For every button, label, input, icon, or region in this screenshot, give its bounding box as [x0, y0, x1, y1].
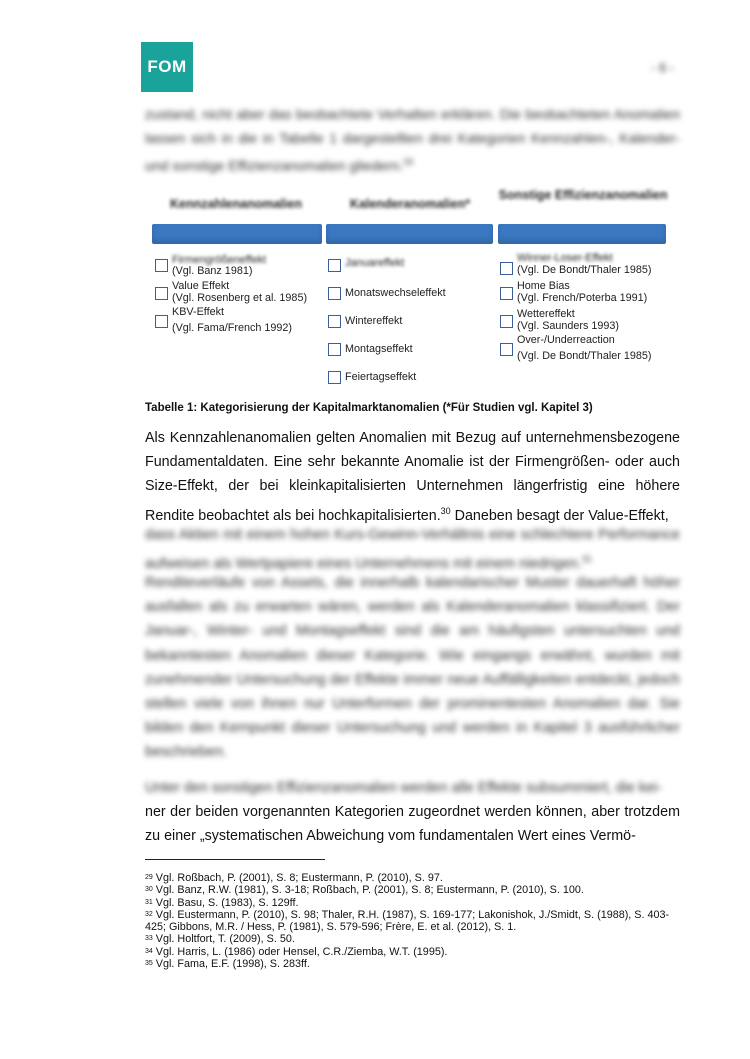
footnote: $^{30}$ Vgl. Banz, R.W. (1981), S. 3-18; Roßbach, P. (2001), S. 8; Eustermann, P. (2010), S. 100.: [145, 884, 584, 897]
footnotes: [145, 872, 690, 970]
checkbox-icon: [500, 315, 513, 328]
footnote: $^{31}$ Vgl. Basu, S. (1983), S. 129ff.: [145, 896, 299, 909]
checkbox-icon: [500, 343, 513, 356]
checkbox-icon: [155, 315, 168, 328]
column-title-kennzahlen: Kennzahlenanomalien: [170, 197, 302, 211]
paragraph-kennzahlen: Als Kennzahlenanomalien gelten Anomalien mit Bezug auf unternehmensbezogene Fundamentaldaten. Eine sehr bekannte Anomalie ist der Firmengrößen- oder auch Size-Effekt, der bei kleinkapitalisierten Unternehmen längerfristig eine höhere Rendite beobachtet als bei hochkapitalisierten.$^{30}$ Daneben besagt der Value-Effekt,: [145, 430, 680, 524]
checkbox-icon: [155, 287, 168, 300]
paragraph-kalender: Renditeverläufe von Assets, die innerhalb kalendarischer Muster dauerhaft höher ausfallen als zu erwarten wären, werden als Kalenderanomalien klassifiziert. Der Januar-, Winter- und Montagseffekt sind die am häufigsten untersuchten und bekanntesten Anomalien dieser Kategorie. Wie eingangs erwähnt, wurden mit zunehmender Untersuchung der Effekte immer neue Auffälligkeiten entdeckt, jedoch stellen viele von ihnen nur Unterformen der prominentesten Anomalien dar. Sie bilden den Kernpunkt dieser Untersuchung und werden in Kapitel 3 ausführlicher beschrieben.: [145, 575, 680, 761]
checkbox-icon: [328, 343, 341, 356]
footnote: $^{33}$ Vgl. Holtfort, T. (2009), S. 50.: [145, 933, 295, 946]
column-bar-1: [152, 224, 322, 244]
table-caption: Tabelle 1: Kategorisierung der Kapitalmarktanomalien (*Für Studien vgl. Kapitel 3): [145, 402, 593, 414]
footnote: $^{32}$ Vgl. Eustermann, P. (2010), S. 98; Thaler, R.H. (1987), S. 169-177; Lakonishok, J./Smidt, S. (1988), S. 403-425; Gibbons, M.R. / Hess, P. (1981), S. 579-596; Frère, E. et al. (2012), S. 1.: [145, 908, 670, 934]
paragraph-sonstige: ner der beiden vorgenannten Kategorien zugeordnet werden können, aber trotzdem zu einer „systematischen Abweichung vom fundamentalen Wert eines Vermö-: [145, 804, 680, 845]
footnote: $^{29}$ Vgl. Roßbach, P. (2001), S. 8; Eustermann, P. (2010), S. 97.: [145, 872, 443, 884]
column-bar-3: [498, 224, 666, 244]
checkbox-icon: [328, 259, 341, 272]
checkbox-icon: [328, 371, 341, 384]
checkbox-icon: [328, 315, 341, 328]
intro-paragraph: zustand, nicht aber das beobachtete Verhalten erklären. Die beobachteten Anomalien lassen sich in die in Tabelle 1 dargestellten drei Kategorien Kennzahlen-, Kalender- und sonstige Effizienzanomalien gliedern.$^{29}$: [145, 106, 680, 175]
checkbox-icon: [500, 287, 513, 300]
footnote-divider: [145, 859, 325, 860]
checkbox-icon: [328, 287, 341, 300]
footnote: $^{34}$ Vgl. Harris, L. (1986) oder Hensel, C.R./Ziemba, W.T. (1995).: [145, 945, 448, 958]
column-title-sonstige: Sonstige Effizienzanomalien: [498, 188, 668, 202]
column-bar-2: [326, 224, 493, 244]
checkbox-icon: [155, 259, 168, 272]
paragraph-value-effekt: dass Aktien mit einem hohen Kurs-Gewinn-Verhältnis eine schlechtere Performance aufweisen als Wertpapiere eines Unternehmens mit einem niedrigen.$^{31}$: [145, 527, 680, 572]
page-number: - 6 -: [651, 60, 675, 75]
paragraph-sonstige-start: Unter den sonstigen Effizienzanomalien werden alle Effekte subsummiert, die kei-: [145, 780, 662, 796]
footnote: $^{35}$ Vgl. Fama, E.F. (1998), S. 283ff.: [145, 958, 310, 971]
column-title-kalender: Kalenderanomalien*: [349, 197, 471, 211]
fom-logo: FOM: [141, 42, 193, 92]
checkbox-icon: [500, 262, 513, 275]
